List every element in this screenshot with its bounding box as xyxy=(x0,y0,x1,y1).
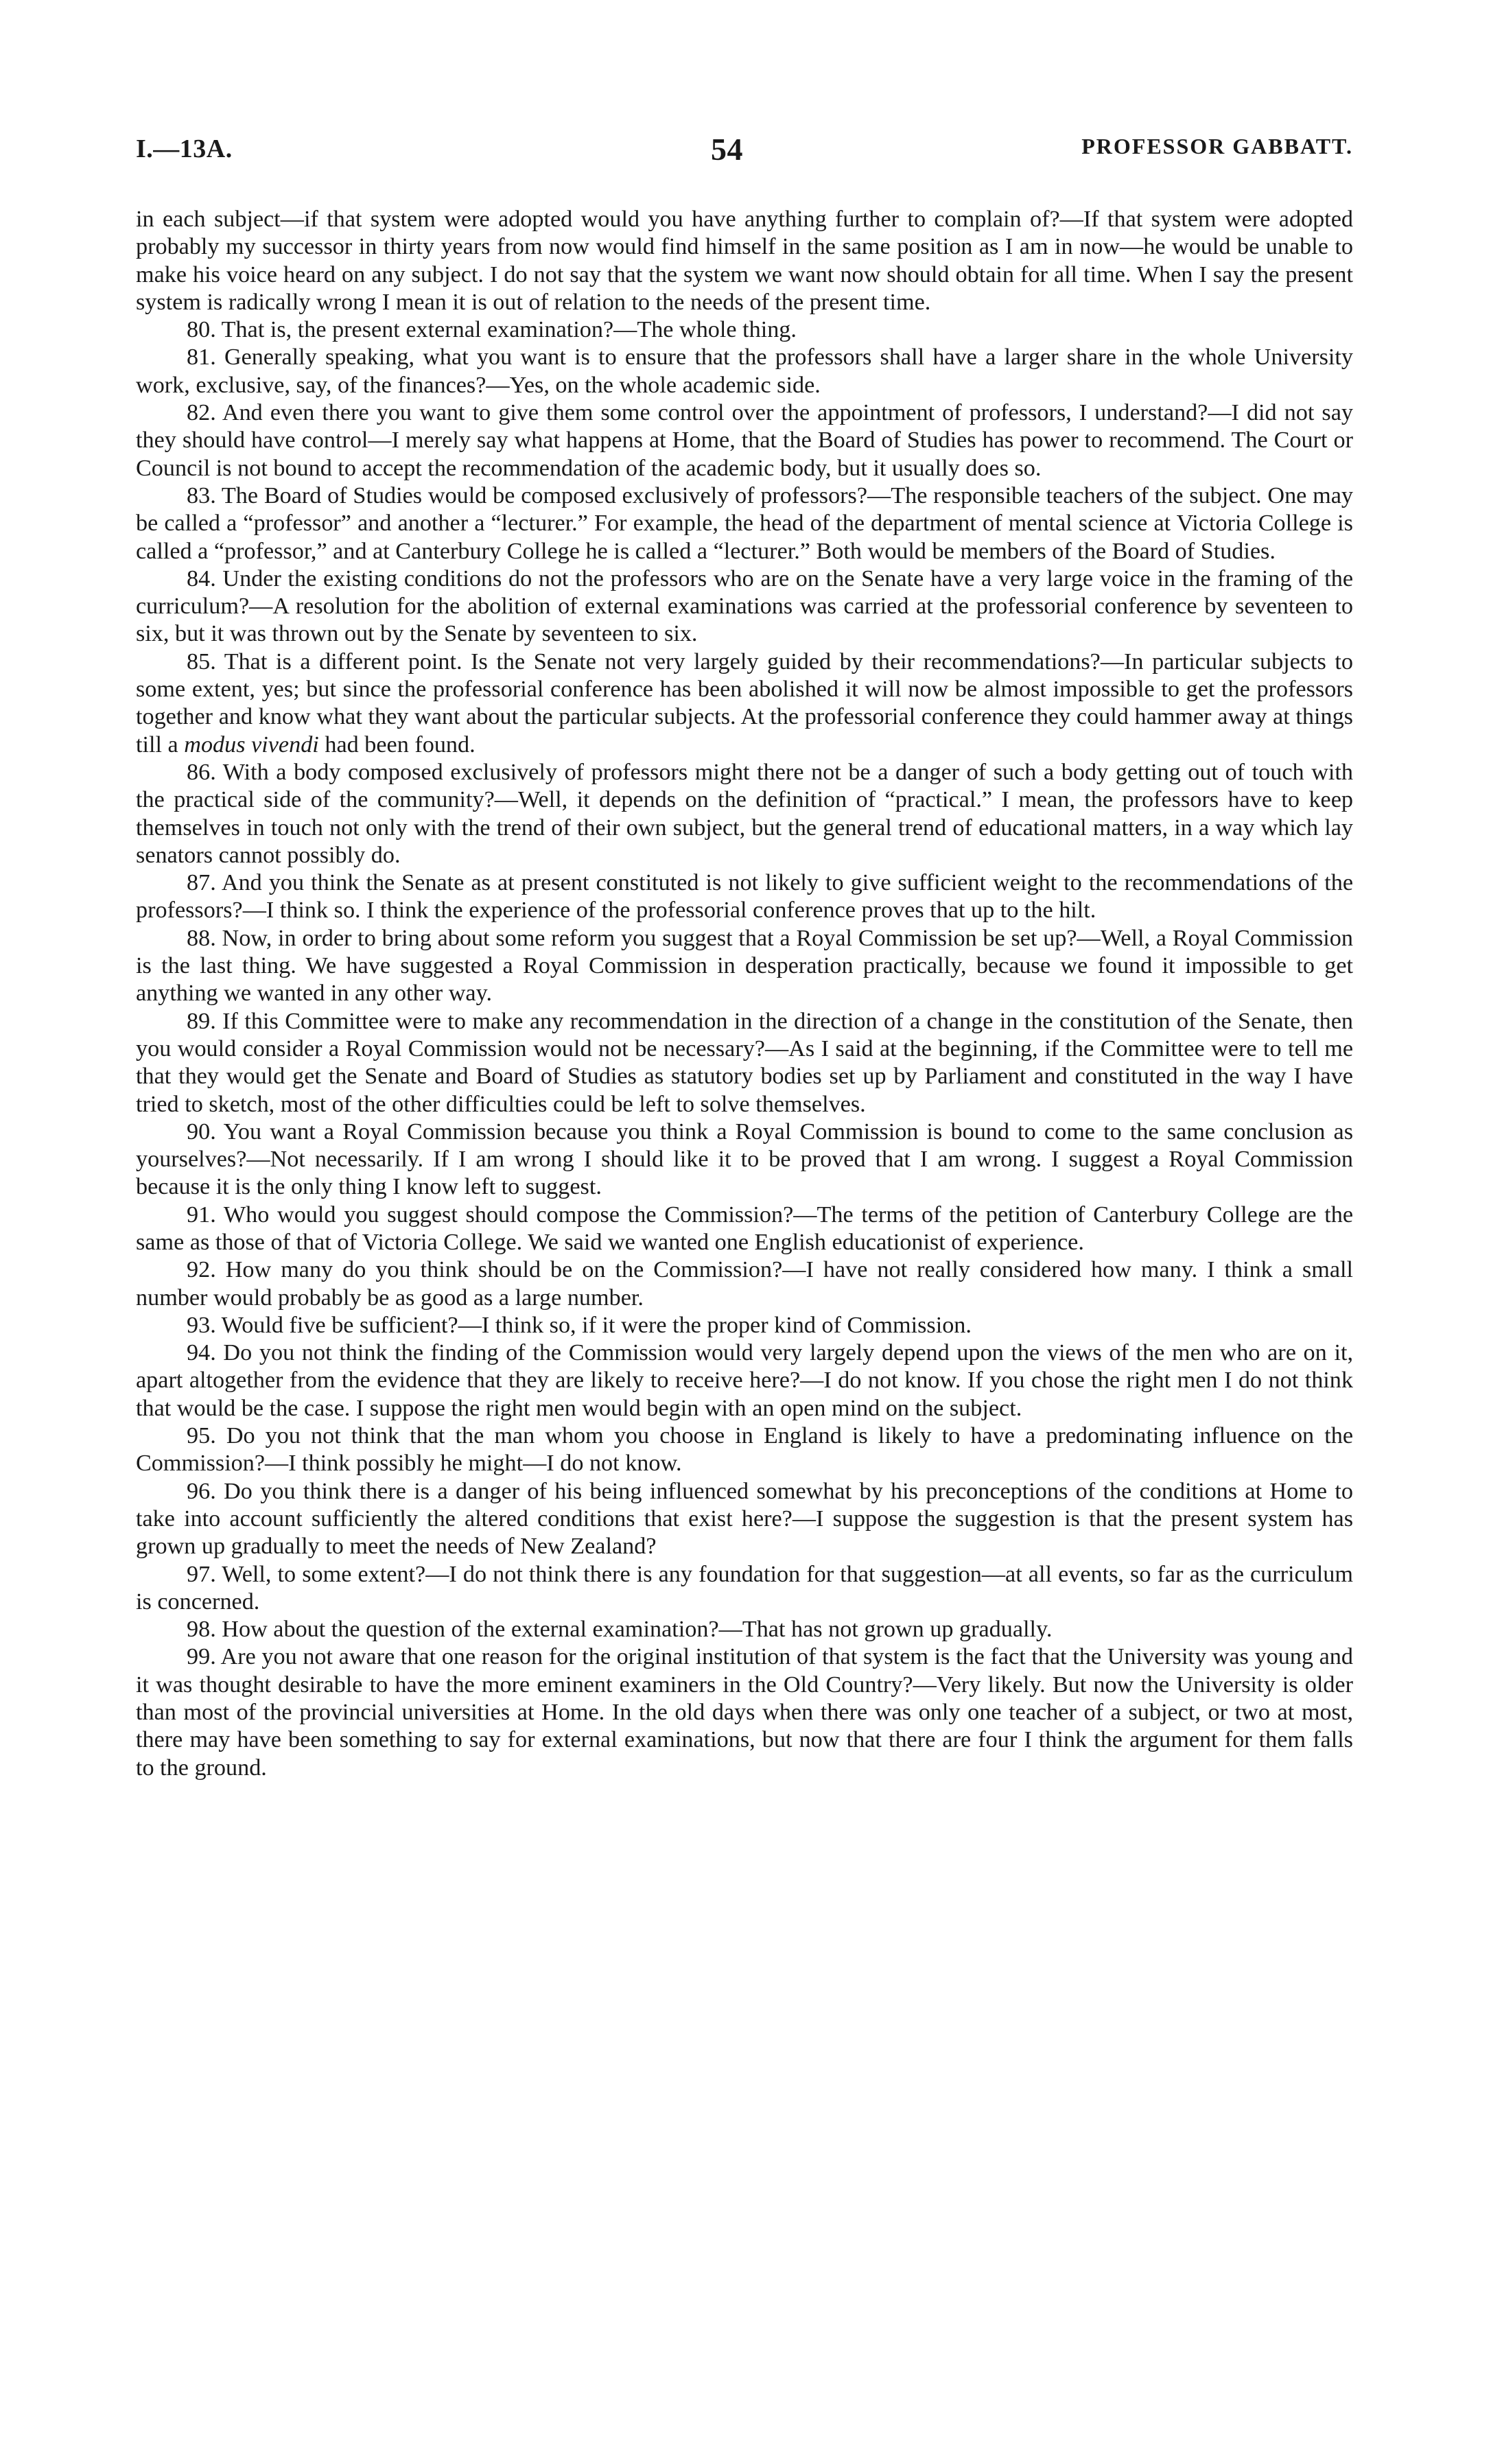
question-84: 84. Under the existing conditions do not the professors who are on the Senate have a very large voice in the framing of the curriculum?—A resolution for the abolition of external examinations was carried at the professorial conference by seventeen to six, but it was thrown out by the Senate by seventeen to six. xyxy=(136,565,1353,647)
page-number: 54 xyxy=(711,132,743,167)
question-86: 86. With a body composed exclusively of professors might there not be a danger of such a body getting out of touch with the practical side of the community?—Well, it depends on the definition of “practical.” I mean, the professors have to keep themselves in touch not only with the trend of their own subject, but the general trend of educational matters, in a way which lay senators cannot possibly do. xyxy=(136,759,1353,868)
question-98: 98. How about the question of the external examination?—That has not grown up gradually. xyxy=(187,1617,1053,1643)
witness-name: PROFESSOR GABBATT. xyxy=(1081,134,1353,159)
question-94: 94. Do you not think the finding of the Commission would very largely depend upon the views of the men who are on it, apart altogether from the evidence that they are likely to receive here?—I do not know. If you chose the right men I do not think that would be the case. I suppose the right men would begin with an open mind on the subject. xyxy=(136,1340,1353,1421)
question-83: 83. The Board of Studies would be composed exclusively of professors?—The responsible teachers of the subject. One may be called a “professor” and another a “lecturer.” For example, the head of the department of mental science at Victoria College is called a “professor,” and at Canterbury College he is called a “lecturer.” Both would be members of the Board of Studies. xyxy=(136,482,1353,564)
question-92: 92. How many do you think should be on the Commission?—I have not really considered how many. I think a small number would probably be as good as a large number. xyxy=(136,1257,1353,1311)
question-87: 87. And you think the Senate as at present constituted is not likely to give sufficient weight to the recommendations of the professors?—I think so. I think the experience of the professorial conference proves that up to the hilt. xyxy=(136,870,1353,924)
question-96: 96. Do you think there is a danger of his being influenced somewhat by his preconceptions of the conditions at Home to take into account sufficiently the altered conditions that exist here?—I suppose the suggestion is that the present system has grown up gradually to meet the needs of New Zealand? xyxy=(136,1478,1353,1560)
question-88: 88. Now, in order to bring about some reform you suggest that a Royal Commission be set up?—Well, a Royal Commission is the last thing. We have suggested a Royal Commission in desperation practically, because we found it impossible to get anything we wanted in any other way. xyxy=(136,925,1353,1007)
question-99: 99. Are you not aware that one reason for the original institution of that system is the fact that the University was young and it was thought desirable to have the more eminent examiners in the Old Country?—Very likely. But now the University is older than most of the provincial universities at Home. In the old days when there was only one teacher of a subject, or two at most, there may have been something to say for external examinations, but now that there are four I think the argument for them falls to the ground. xyxy=(136,1644,1353,1781)
latin-phrase: modus vivendi xyxy=(184,731,319,758)
question-85-text: 85. That is a different point. Is the Senate not very largely guided by their recommendations?—In particular subjects to some extent, yes; but since the professorial conference has been abolished it will now be almost impossible to get the professors together and know what they want about the particular subjects. At the professorial conference they could hammer away at things till a xyxy=(136,648,1353,758)
question-93: 93. Would five be sufficient?—I think so, if it were the proper kind of Commission. xyxy=(187,1312,972,1338)
question-97: 97. Well, to some extent?—I do not think there is any foundation for that suggestion—at all events, so far as the curriculum is concerned. xyxy=(136,1561,1353,1615)
page-header xyxy=(136,134,1353,175)
question-81: 81. Generally speaking, what you want is to ensure that the professors shall have a larger share in the whole University work, exclusive, say, of the finances?—Yes, on the whole academic side. xyxy=(136,344,1353,398)
question-90: 90. You want a Royal Commission because you think a Royal Commission is bound to come to the same conclusion as yourselves?—Not necessarily. If I am wrong I should like it to be proved that I am wrong. I suggest a Royal Commission because it is the only thing I know left to suggest. xyxy=(136,1118,1353,1200)
question-80: 80. That is, the present external examination?—The whole thing. xyxy=(187,317,797,343)
question-85-tail: had been found. xyxy=(318,731,476,758)
question-85 xyxy=(136,648,1353,759)
paper-reference: I.—13A. xyxy=(136,134,233,163)
evidence-body xyxy=(136,206,1353,1782)
question-89: 89. If this Committee were to make any recommendation in the direction of a change in the constitution of the Senate, then you would consider a Royal Commission would not be necessary?—As I said at the beginning, if the Committee were to tell me that they would get the Senate and Board of Studies as statutory bodies set up by Parliament and constituted in the way I have tried to sketch, most of the other difficulties could be left to solve themselves. xyxy=(136,1008,1353,1117)
question-82: 82. And even there you want to give them some control over the appointment of professors, I understand?—I did not say they should have control—I merely say what happens at Home, that the Board of Studies has power to recommend. The Court or Council is not bound to accept the recommendation of the academic body, but it usually does so. xyxy=(136,400,1353,481)
continued-answer: in each subject—if that system were adopted would you have anything further to complain of?—If that system were adopted probably my successor in thirty years from now would find himself in the same position as I am in now—he would be unable to make his voice heard on any subject. I do not say that the system we want now should obtain for all time. When I say the present system is radically wrong I mean it is out of relation to the needs of the present time. xyxy=(136,207,1353,315)
question-95: 95. Do you not think that the man whom you choose in England is likely to have a predominating influence on the Commission?—I think possibly he might—I do not know. xyxy=(136,1423,1353,1477)
question-91: 91. Who would you suggest should compose the Commission?—The terms of the petition of Canterbury College are the same as those of that of Victoria College. We said we wanted one English educationist of experience. xyxy=(136,1201,1353,1255)
